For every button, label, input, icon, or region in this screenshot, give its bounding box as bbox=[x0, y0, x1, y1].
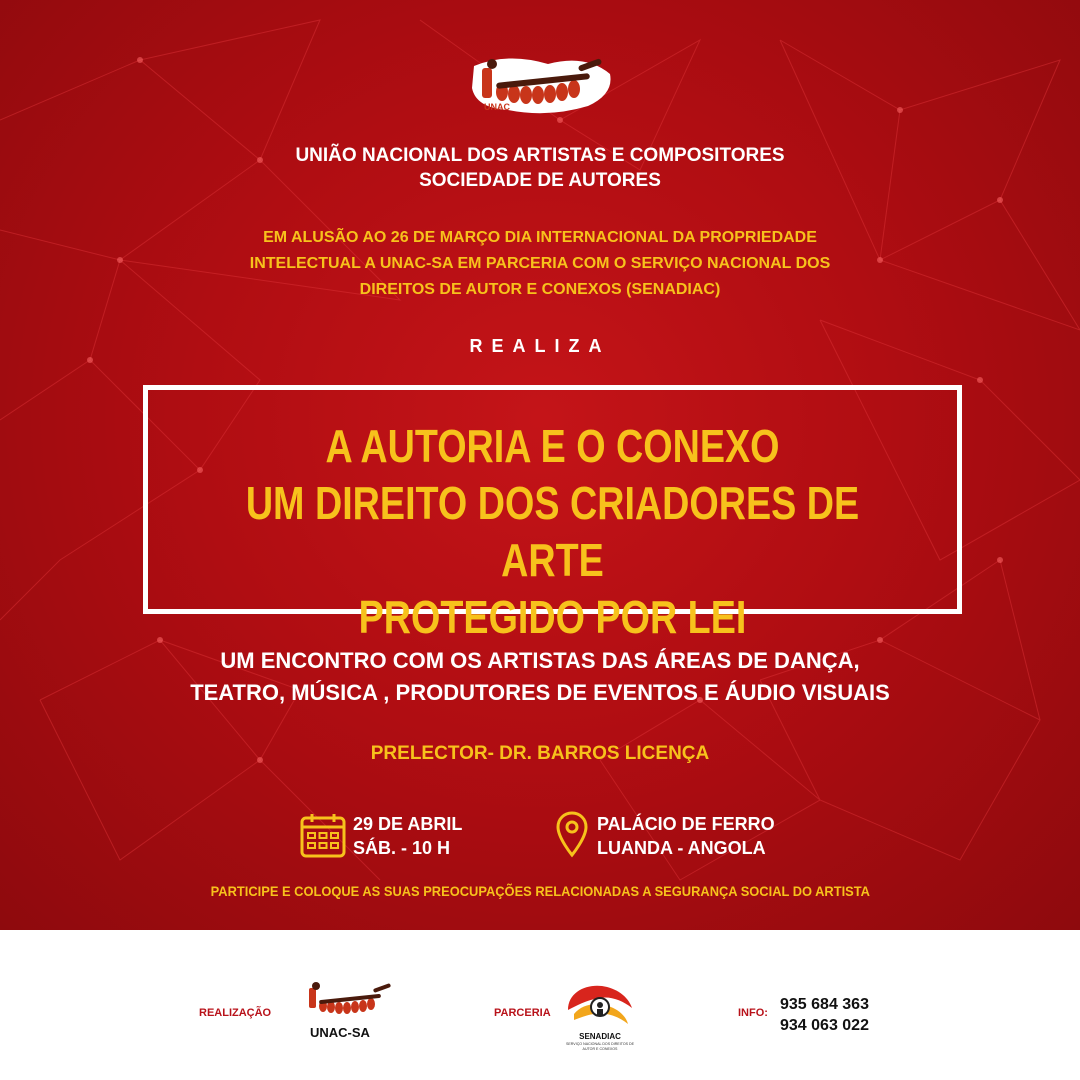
date-line: 29 DE ABRIL bbox=[353, 814, 463, 834]
info-label: INFO: bbox=[738, 1007, 768, 1019]
call-to-action bbox=[0, 883, 1080, 899]
phone-number: 934 063 022 bbox=[780, 1017, 869, 1034]
realizacao-label: REALIZAÇÃO bbox=[199, 1007, 272, 1019]
unac-sa-label: UNAC-SA bbox=[310, 1025, 370, 1040]
calendar-icon bbox=[300, 812, 346, 858]
realiza-label: REALIZA bbox=[469, 336, 611, 356]
phone-number: 935 684 363 bbox=[780, 996, 869, 1013]
logo-text: UNAC bbox=[484, 102, 510, 112]
allusion-text bbox=[190, 225, 890, 303]
org-name: UNIÃO NACIONAL DOS ARTISTAS E COMPOSITORES bbox=[295, 145, 785, 166]
headline-line: UM DIREITO DOS CRIADORES DE ARTE bbox=[245, 477, 860, 586]
allusion-line: EM ALUSÃO AO 26 DE MARÇO DIA INTERNACIONAL DA PROPRIEDADE bbox=[263, 229, 817, 246]
senadiac-name: SENADIAC bbox=[579, 1032, 621, 1041]
city-line: LUANDA - ANGOLA bbox=[597, 838, 766, 858]
allusion-line: DIREITOS DE AUTOR E CONEXOS (SENADIAC) bbox=[359, 281, 721, 298]
location-pin-icon bbox=[555, 810, 589, 858]
phone-numbers bbox=[780, 994, 869, 1036]
time-line: SÁB. - 10 H bbox=[353, 838, 451, 858]
meeting-description bbox=[140, 645, 940, 709]
unac-logo-small bbox=[305, 980, 395, 1022]
headline-line: PROTEGIDO POR LEI bbox=[358, 591, 747, 643]
senadiac-logo bbox=[562, 980, 638, 1028]
meeting-line: UM ENCONTRO COM OS ARTISTAS DAS ÁREAS DE DANÇA, bbox=[220, 648, 860, 673]
event-date bbox=[353, 812, 462, 860]
parceria-label: PARCERIA bbox=[494, 1007, 551, 1019]
headline-line: A AUTORIA E O CONEXO bbox=[325, 420, 780, 472]
venue-line: PALÁCIO DE FERRO bbox=[597, 814, 775, 834]
org-subtitle: SOCIEDADE DE AUTORES bbox=[419, 170, 661, 191]
allusion-line: INTELECTUAL A UNAC-SA EM PARCERIA COM O SERVIÇO NACIONAL DOS bbox=[249, 255, 831, 272]
cta-text: PARTICIPE E COLOQUE AS SUAS PREOCUPAÇÕES RELACIONADAS A SEGURANÇA SOCIAL DO ARTISTA bbox=[210, 883, 870, 899]
meeting-line: TEATRO, MÚSICA , PRODUTORES DE EVENTOS E ÁUDIO VISUAIS bbox=[190, 680, 890, 705]
footer bbox=[0, 930, 1080, 1080]
speaker: PRELECTOR- DR. BARROS LICENÇA bbox=[370, 743, 710, 764]
senadiac-subtitle: SERVIÇO NACIONAL DOS DIREITOS DE AUTOR E CONEXOS bbox=[565, 1042, 635, 1051]
headline bbox=[222, 418, 882, 646]
unac-logo bbox=[468, 48, 616, 118]
event-location bbox=[597, 812, 775, 860]
